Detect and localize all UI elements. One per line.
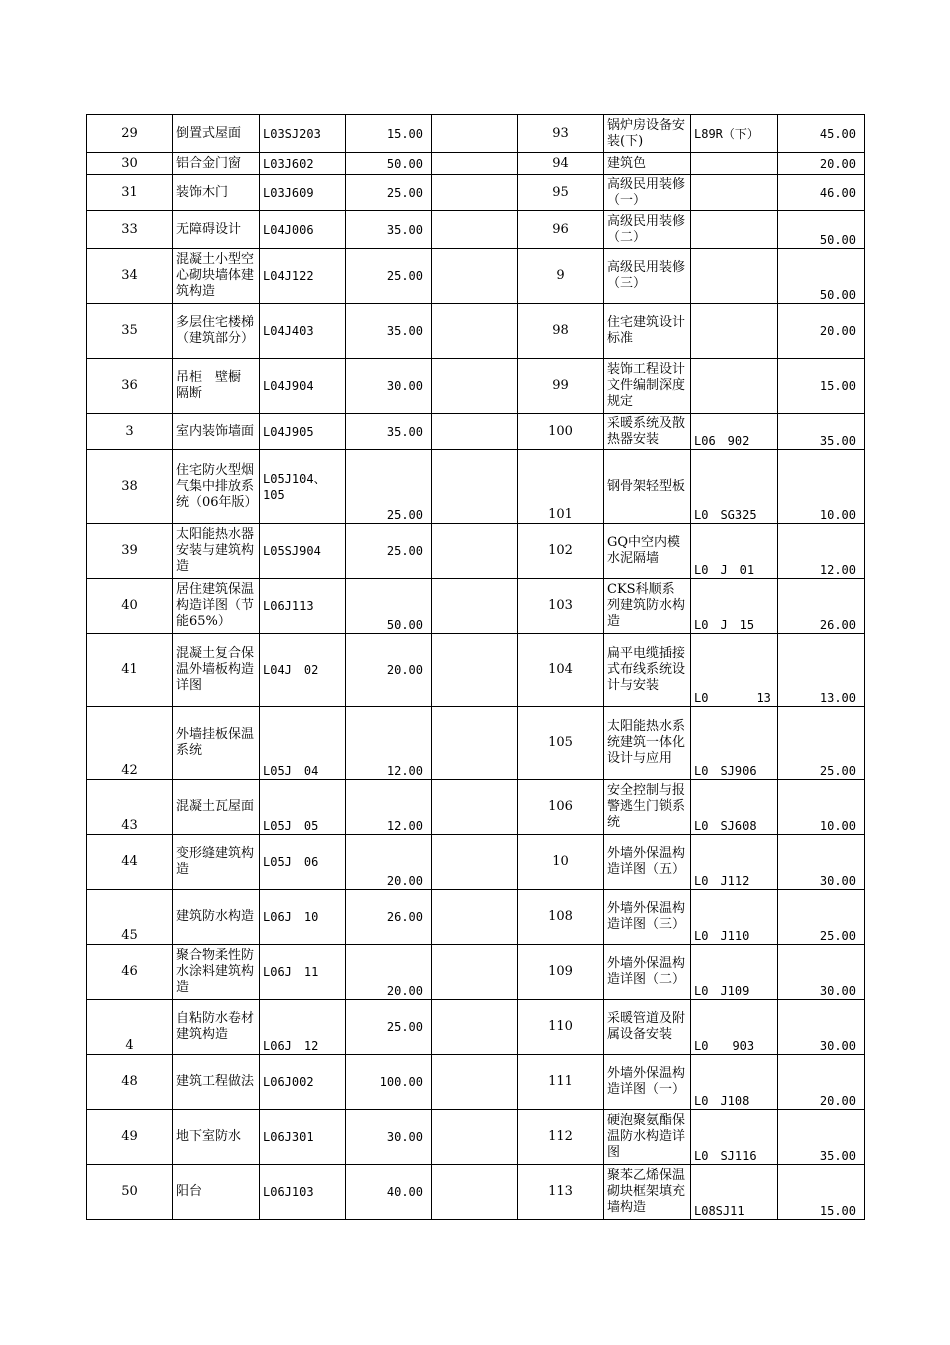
left-code-cell: L03SJ203 bbox=[260, 115, 346, 153]
spacer-cell bbox=[432, 1055, 518, 1110]
left-code-cell: L04J904 bbox=[260, 359, 346, 414]
table-row bbox=[87, 1165, 865, 1220]
left-code-cell: L04J905 bbox=[260, 414, 346, 450]
right-no-cell: 111 bbox=[518, 1055, 604, 1110]
right-name-cell: 太阳能热水系统建筑一体化设计与应用 bbox=[604, 707, 691, 780]
right-price-cell: 30.00 bbox=[778, 835, 865, 890]
right-code-cell: L06 902 bbox=[691, 414, 778, 450]
left-no-cell: 48 bbox=[87, 1055, 173, 1110]
table-row bbox=[87, 1110, 865, 1165]
spacer-cell bbox=[432, 524, 518, 579]
right-name-cell: CKS科顺系列建筑防水构造 bbox=[604, 579, 691, 634]
table-row bbox=[87, 945, 865, 1000]
right-no-cell: 102 bbox=[518, 524, 604, 579]
left-code-cell: L05J104、105 bbox=[260, 450, 346, 524]
table-row bbox=[87, 115, 865, 153]
right-code-cell: L08SJ11 bbox=[691, 1165, 778, 1220]
spacer-cell bbox=[432, 579, 518, 634]
left-name-cell: 室内装饰墙面 bbox=[173, 414, 260, 450]
right-no-cell: 10 bbox=[518, 835, 604, 890]
left-code-cell: L04J 02 bbox=[260, 634, 346, 707]
spacer-cell bbox=[432, 359, 518, 414]
left-name-cell: 变形缝建筑构造 bbox=[173, 835, 260, 890]
left-code-cell: L06J113 bbox=[260, 579, 346, 634]
right-code-cell: L0 13 bbox=[691, 634, 778, 707]
right-no-cell: 104 bbox=[518, 634, 604, 707]
right-code-cell bbox=[691, 211, 778, 249]
right-price-cell: 10.00 bbox=[778, 450, 865, 524]
spacer-cell bbox=[432, 115, 518, 153]
left-price-cell: 50.00 bbox=[346, 579, 432, 634]
right-price-cell: 15.00 bbox=[778, 1165, 865, 1220]
left-code-cell: L05J 04 bbox=[260, 707, 346, 780]
left-price-cell: 50.00 bbox=[346, 153, 432, 175]
right-name-cell: 住宅建筑设计标准 bbox=[604, 304, 691, 359]
right-name-cell: 外墙外保温构造详图（五） bbox=[604, 835, 691, 890]
left-name-cell: 建筑防水构造 bbox=[173, 890, 260, 945]
left-no-cell: 41 bbox=[87, 634, 173, 707]
spacer-cell bbox=[432, 414, 518, 450]
spacer-cell bbox=[432, 211, 518, 249]
right-price-cell: 50.00 bbox=[778, 249, 865, 304]
left-price-cell: 12.00 bbox=[346, 780, 432, 835]
left-price-cell: 25.00 bbox=[346, 249, 432, 304]
right-price-cell: 12.00 bbox=[778, 524, 865, 579]
left-name-cell: 混凝土瓦屋面 bbox=[173, 780, 260, 835]
left-no-cell: 39 bbox=[87, 524, 173, 579]
right-no-cell: 94 bbox=[518, 153, 604, 175]
left-name-cell: 居住建筑保温构造详图（节能65%） bbox=[173, 579, 260, 634]
right-name-cell: 锅炉房设备安装(下) bbox=[604, 115, 691, 153]
spacer-cell bbox=[432, 707, 518, 780]
right-no-cell: 93 bbox=[518, 115, 604, 153]
left-code-cell: L06J002 bbox=[260, 1055, 346, 1110]
table-body bbox=[87, 115, 865, 1220]
left-price-cell: 12.00 bbox=[346, 707, 432, 780]
spacer-cell bbox=[432, 945, 518, 1000]
table-row bbox=[87, 634, 865, 707]
left-price-cell: 15.00 bbox=[346, 115, 432, 153]
left-name-cell: 太阳能热水器安装与建筑构造 bbox=[173, 524, 260, 579]
left-price-cell: 35.00 bbox=[346, 304, 432, 359]
right-price-cell: 26.00 bbox=[778, 579, 865, 634]
spacer-cell bbox=[432, 304, 518, 359]
right-no-cell: 113 bbox=[518, 1165, 604, 1220]
right-price-cell: 45.00 bbox=[778, 115, 865, 153]
table-row bbox=[87, 211, 865, 249]
right-name-cell: 聚苯乙烯保温砌块框架填充墙构造 bbox=[604, 1165, 691, 1220]
left-no-cell: 38 bbox=[87, 450, 173, 524]
right-no-cell: 101 bbox=[518, 450, 604, 524]
right-price-cell: 25.00 bbox=[778, 707, 865, 780]
right-code-cell: L0 J108 bbox=[691, 1055, 778, 1110]
spacer-cell bbox=[432, 249, 518, 304]
right-code-cell: L0 J 15 bbox=[691, 579, 778, 634]
left-no-cell: 49 bbox=[87, 1110, 173, 1165]
left-no-cell: 44 bbox=[87, 835, 173, 890]
left-price-cell: 30.00 bbox=[346, 1110, 432, 1165]
right-name-cell: 外墙外保温构造详图（一） bbox=[604, 1055, 691, 1110]
right-code-cell: L0 J110 bbox=[691, 890, 778, 945]
publication-price-table bbox=[86, 114, 865, 1220]
right-code-cell: L0 903 bbox=[691, 1000, 778, 1055]
right-code-cell: L0 SJ906 bbox=[691, 707, 778, 780]
right-name-cell: 外墙外保温构造详图（二） bbox=[604, 945, 691, 1000]
right-code-cell: L0 SJ608 bbox=[691, 780, 778, 835]
right-no-cell: 112 bbox=[518, 1110, 604, 1165]
right-name-cell: 采暖管道及附属设备安装 bbox=[604, 1000, 691, 1055]
right-name-cell: 硬泡聚氨酯保温防水构造详图 bbox=[604, 1110, 691, 1165]
right-code-cell: L89R（下） bbox=[691, 115, 778, 153]
table-row bbox=[87, 175, 865, 211]
left-no-cell: 29 bbox=[87, 115, 173, 153]
right-name-cell: GQ中空内模水泥隔墙 bbox=[604, 524, 691, 579]
left-no-cell: 36 bbox=[87, 359, 173, 414]
left-no-cell: 33 bbox=[87, 211, 173, 249]
right-name-cell: 高级民用装修（一） bbox=[604, 175, 691, 211]
table-row bbox=[87, 524, 865, 579]
spacer-cell bbox=[432, 175, 518, 211]
left-name-cell: 聚合物柔性防水涂料建筑构造 bbox=[173, 945, 260, 1000]
right-price-cell: 15.00 bbox=[778, 359, 865, 414]
left-no-cell: 40 bbox=[87, 579, 173, 634]
left-name-cell: 多层住宅楼梯（建筑部分） bbox=[173, 304, 260, 359]
table-row bbox=[87, 890, 865, 945]
left-price-cell: 100.00 bbox=[346, 1055, 432, 1110]
spacer-cell bbox=[432, 1000, 518, 1055]
right-code-cell bbox=[691, 175, 778, 211]
right-price-cell: 20.00 bbox=[778, 304, 865, 359]
right-no-cell: 109 bbox=[518, 945, 604, 1000]
table-row bbox=[87, 414, 865, 450]
left-no-cell: 34 bbox=[87, 249, 173, 304]
left-no-cell: 35 bbox=[87, 304, 173, 359]
left-no-cell: 50 bbox=[87, 1165, 173, 1220]
left-name-cell: 吊柜 壁橱 隔断 bbox=[173, 359, 260, 414]
left-code-cell: L05J 05 bbox=[260, 780, 346, 835]
left-price-cell: 20.00 bbox=[346, 835, 432, 890]
left-name-cell: 装饰木门 bbox=[173, 175, 260, 211]
right-no-cell: 106 bbox=[518, 780, 604, 835]
left-code-cell: L06J 10 bbox=[260, 890, 346, 945]
left-name-cell: 混凝土复合保温外墙板构造详图 bbox=[173, 634, 260, 707]
left-no-cell: 43 bbox=[87, 780, 173, 835]
right-code-cell: L0 J 01 bbox=[691, 524, 778, 579]
right-code-cell bbox=[691, 359, 778, 414]
right-price-cell: 30.00 bbox=[778, 945, 865, 1000]
right-code-cell: L0 J112 bbox=[691, 835, 778, 890]
table-row bbox=[87, 835, 865, 890]
left-price-cell: 25.00 bbox=[346, 175, 432, 211]
left-price-cell: 20.00 bbox=[346, 634, 432, 707]
right-name-cell: 钢骨架轻型板 bbox=[604, 450, 691, 524]
left-name-cell: 倒置式屋面 bbox=[173, 115, 260, 153]
left-code-cell: L04J403 bbox=[260, 304, 346, 359]
left-code-cell: L03J609 bbox=[260, 175, 346, 211]
left-name-cell: 建筑工程做法 bbox=[173, 1055, 260, 1110]
table-row bbox=[87, 707, 865, 780]
left-no-cell: 30 bbox=[87, 153, 173, 175]
spacer-cell bbox=[432, 153, 518, 175]
right-name-cell: 安全控制与报警逃生门锁系统 bbox=[604, 780, 691, 835]
left-no-cell: 42 bbox=[87, 707, 173, 780]
right-name-cell: 扁平电缆插接式布线系统设计与安装 bbox=[604, 634, 691, 707]
right-no-cell: 103 bbox=[518, 579, 604, 634]
table-row bbox=[87, 153, 865, 175]
left-price-cell: 35.00 bbox=[346, 211, 432, 249]
left-price-cell: 25.00 bbox=[346, 524, 432, 579]
left-code-cell: L04J006 bbox=[260, 211, 346, 249]
table-row bbox=[87, 579, 865, 634]
left-code-cell: L05SJ904 bbox=[260, 524, 346, 579]
table-row bbox=[87, 359, 865, 414]
left-no-cell: 46 bbox=[87, 945, 173, 1000]
left-no-cell: 3 bbox=[87, 414, 173, 450]
spacer-cell bbox=[432, 450, 518, 524]
left-code-cell: L05J 06 bbox=[260, 835, 346, 890]
left-name-cell: 外墙挂板保温系统 bbox=[173, 707, 260, 780]
right-no-cell: 110 bbox=[518, 1000, 604, 1055]
left-code-cell: L04J122 bbox=[260, 249, 346, 304]
left-name-cell: 铝合金门窗 bbox=[173, 153, 260, 175]
right-no-cell: 9 bbox=[518, 249, 604, 304]
left-name-cell: 地下室防水 bbox=[173, 1110, 260, 1165]
table-row bbox=[87, 780, 865, 835]
left-price-cell: 40.00 bbox=[346, 1165, 432, 1220]
spacer-cell bbox=[432, 780, 518, 835]
right-name-cell: 外墙外保温构造详图（三） bbox=[604, 890, 691, 945]
right-price-cell: 46.00 bbox=[778, 175, 865, 211]
left-code-cell: L03J602 bbox=[260, 153, 346, 175]
right-code-cell: L0 SG325 bbox=[691, 450, 778, 524]
spacer-cell bbox=[432, 890, 518, 945]
right-price-cell: 20.00 bbox=[778, 1055, 865, 1110]
right-price-cell: 30.00 bbox=[778, 1000, 865, 1055]
left-no-cell: 45 bbox=[87, 890, 173, 945]
left-price-cell: 25.00 bbox=[346, 1000, 432, 1055]
right-no-cell: 108 bbox=[518, 890, 604, 945]
left-code-cell: L06J301 bbox=[260, 1110, 346, 1165]
left-price-cell: 25.00 bbox=[346, 450, 432, 524]
right-price-cell: 25.00 bbox=[778, 890, 865, 945]
left-no-cell: 4 bbox=[87, 1000, 173, 1055]
right-name-cell: 采暖系统及散热器安装 bbox=[604, 414, 691, 450]
left-code-cell: L06J103 bbox=[260, 1165, 346, 1220]
left-price-cell: 20.00 bbox=[346, 945, 432, 1000]
right-code-cell: L0 J109 bbox=[691, 945, 778, 1000]
table-row bbox=[87, 1000, 865, 1055]
right-code-cell: L0 SJ116 bbox=[691, 1110, 778, 1165]
right-name-cell: 装饰工程设计文件编制深度规定 bbox=[604, 359, 691, 414]
right-no-cell: 95 bbox=[518, 175, 604, 211]
right-price-cell: 35.00 bbox=[778, 414, 865, 450]
table-row bbox=[87, 450, 865, 524]
left-name-cell: 无障碍设计 bbox=[173, 211, 260, 249]
left-name-cell: 阳台 bbox=[173, 1165, 260, 1220]
right-no-cell: 100 bbox=[518, 414, 604, 450]
left-code-cell: L06J 11 bbox=[260, 945, 346, 1000]
right-no-cell: 105 bbox=[518, 707, 604, 780]
left-no-cell: 31 bbox=[87, 175, 173, 211]
spacer-cell bbox=[432, 1110, 518, 1165]
left-price-cell: 30.00 bbox=[346, 359, 432, 414]
left-name-cell: 住宅防火型烟气集中排放系统（06年版） bbox=[173, 450, 260, 524]
table-row bbox=[87, 304, 865, 359]
right-price-cell: 35.00 bbox=[778, 1110, 865, 1165]
right-name-cell: 建筑色 bbox=[604, 153, 691, 175]
table-row bbox=[87, 1055, 865, 1110]
right-price-cell: 50.00 bbox=[778, 211, 865, 249]
right-no-cell: 98 bbox=[518, 304, 604, 359]
right-no-cell: 96 bbox=[518, 211, 604, 249]
right-price-cell: 20.00 bbox=[778, 153, 865, 175]
right-name-cell: 高级民用装修（二） bbox=[604, 211, 691, 249]
right-price-cell: 10.00 bbox=[778, 780, 865, 835]
left-name-cell: 混凝土小型空心砌块墙体建筑构造 bbox=[173, 249, 260, 304]
spacer-cell bbox=[432, 835, 518, 890]
left-price-cell: 35.00 bbox=[346, 414, 432, 450]
table-row bbox=[87, 249, 865, 304]
spacer-cell bbox=[432, 1165, 518, 1220]
right-code-cell bbox=[691, 249, 778, 304]
right-code-cell bbox=[691, 153, 778, 175]
right-no-cell: 99 bbox=[518, 359, 604, 414]
left-code-cell: L06J 12 bbox=[260, 1000, 346, 1055]
spacer-cell bbox=[432, 634, 518, 707]
right-name-cell: 高级民用装修（三） bbox=[604, 249, 691, 304]
left-name-cell: 自粘防水卷材建筑构造 bbox=[173, 1000, 260, 1055]
right-code-cell bbox=[691, 304, 778, 359]
left-price-cell: 26.00 bbox=[346, 890, 432, 945]
right-price-cell: 13.00 bbox=[778, 634, 865, 707]
